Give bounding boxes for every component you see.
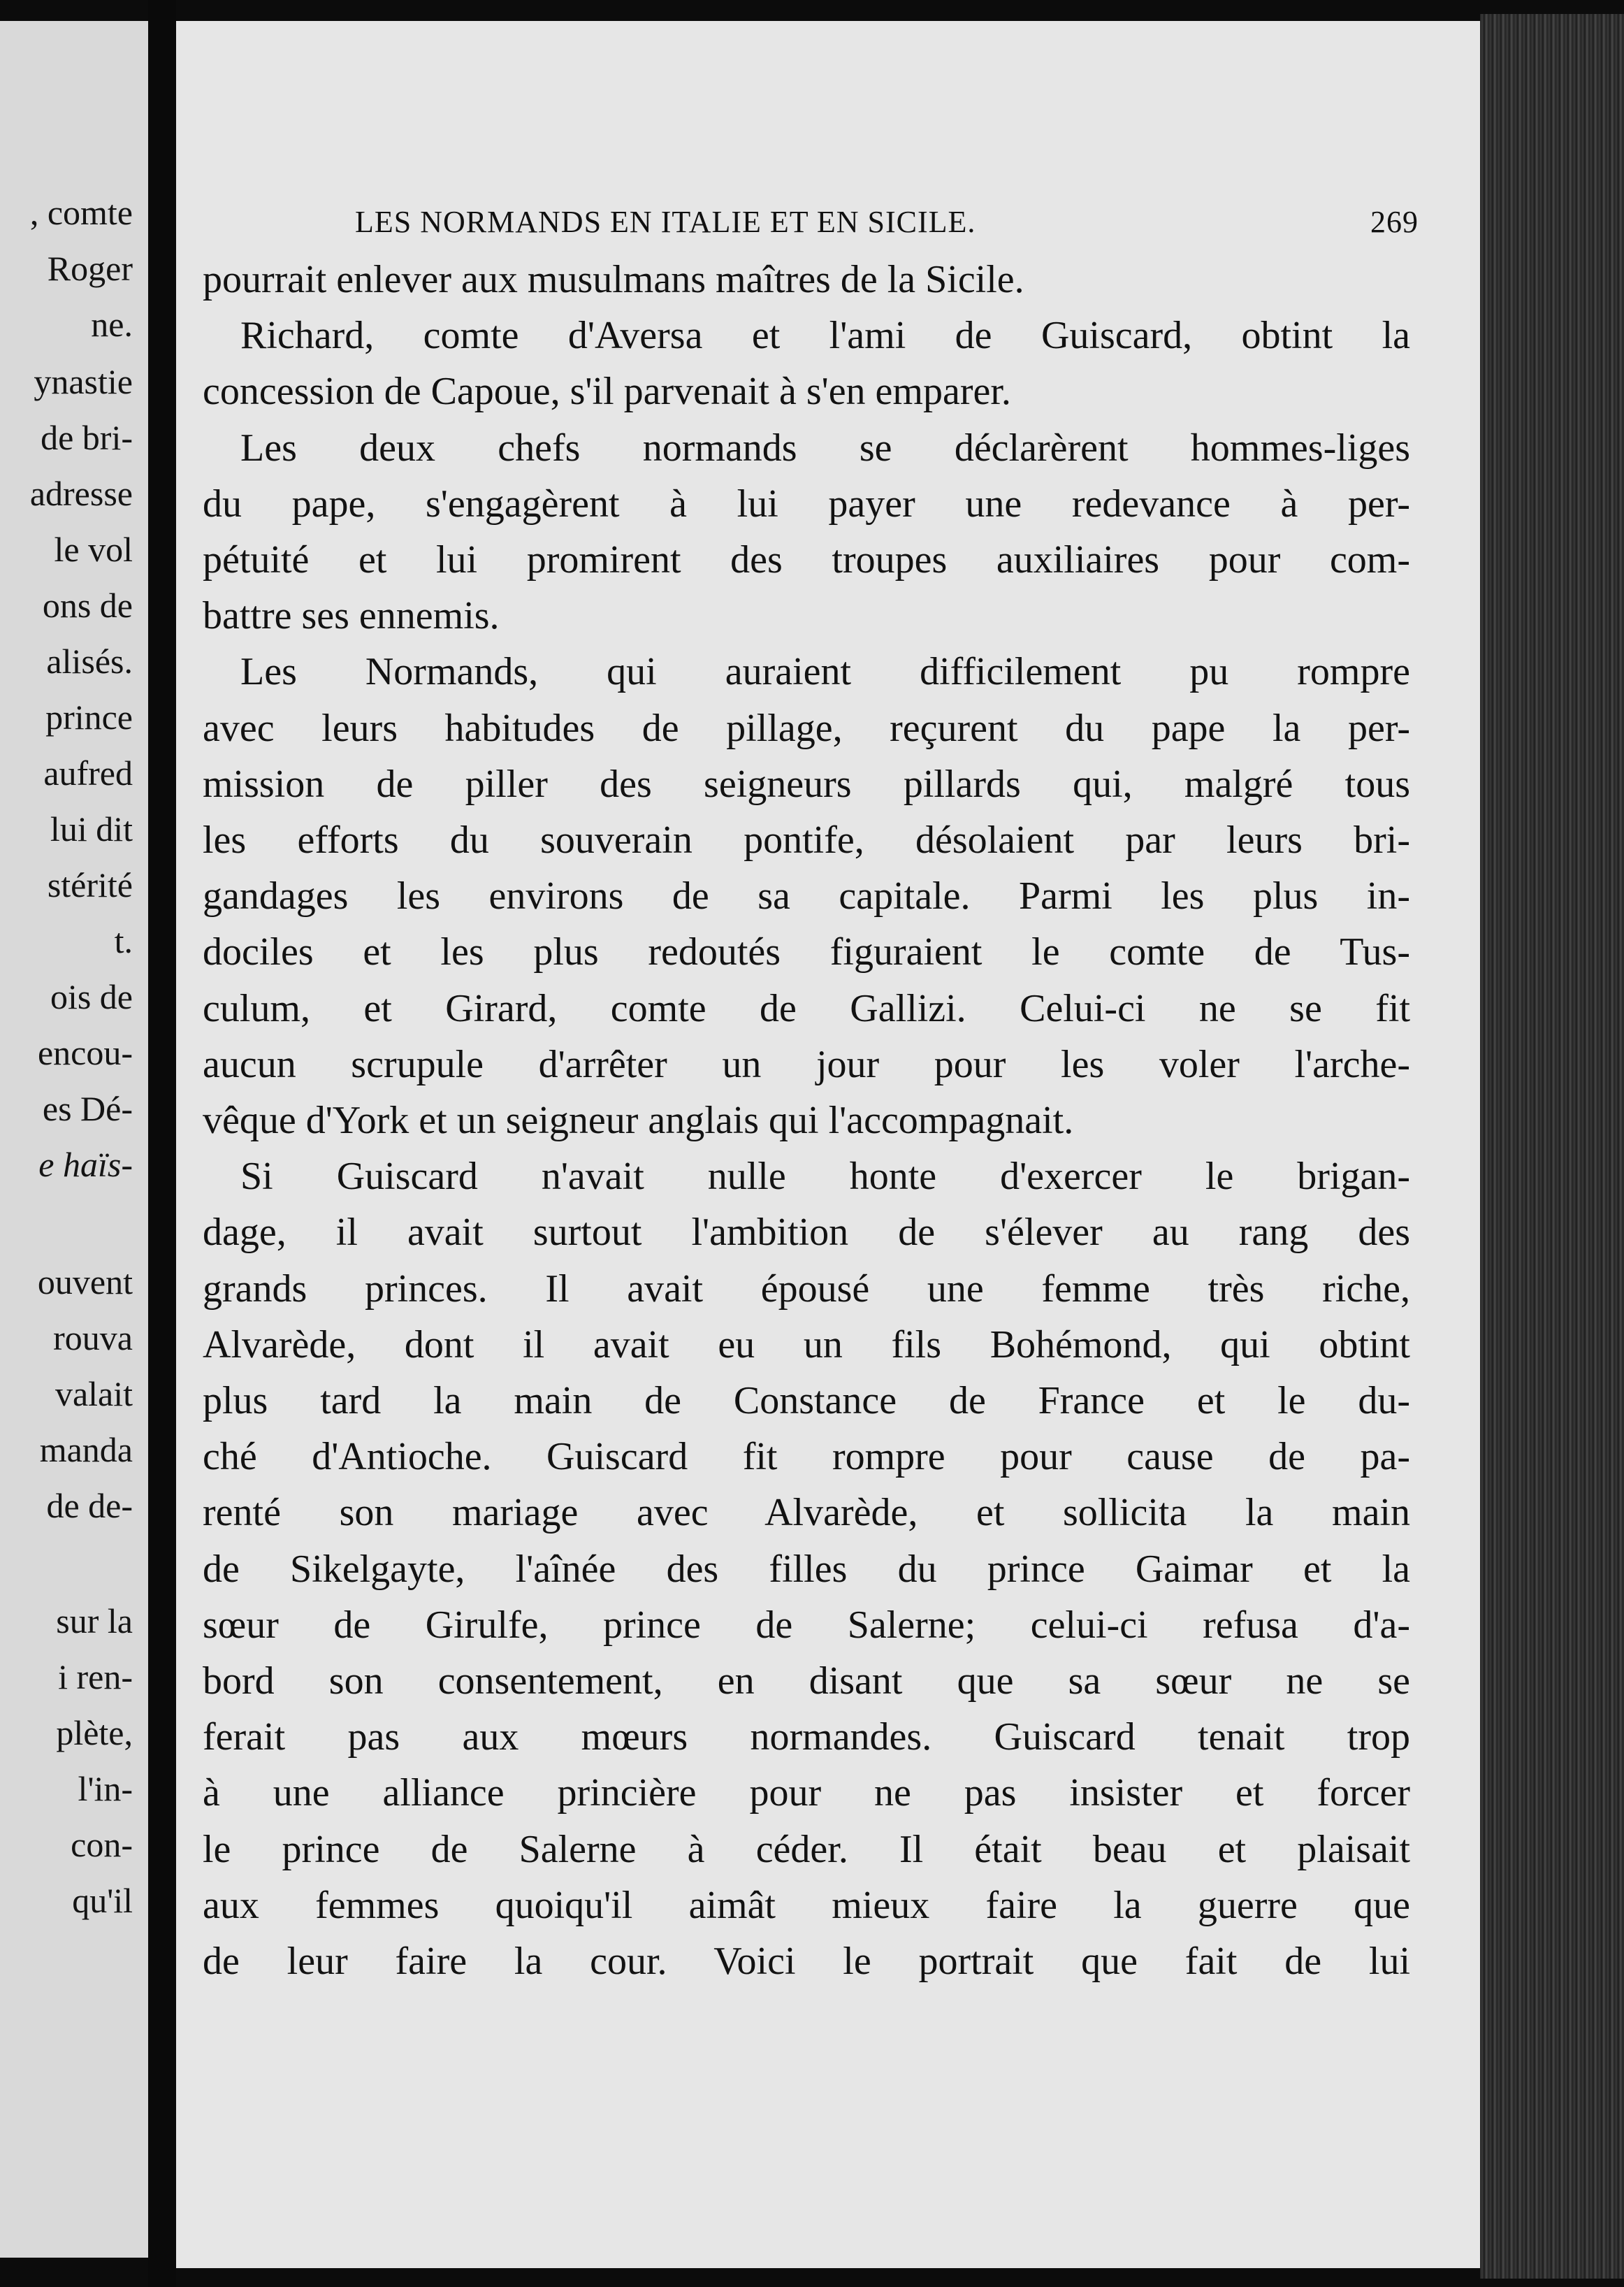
facing-page-fragment bbox=[0, 21, 148, 2258]
facing-page-line: Roger bbox=[47, 249, 133, 288]
facing-page-line: , comte bbox=[29, 193, 133, 232]
text-line: gandages les environs de sa capitale. Parmi les plus in- bbox=[203, 874, 1410, 918]
text-line: à une alliance princière pour ne pas insister et forcer bbox=[203, 1771, 1410, 1815]
facing-page-line: t. bbox=[114, 921, 133, 960]
text-line: Si Guiscard n'avait nulle honte d'exercer le brigan- bbox=[240, 1155, 1410, 1198]
text-line: Alvarède, dont il avait eu un fils Bohémond, qui obtint bbox=[203, 1323, 1410, 1366]
text-line: de leur faire la cour. Voici le portrait que fait de lui bbox=[203, 1940, 1410, 1983]
facing-page-line: adresse bbox=[29, 474, 133, 513]
text-line: pourrait enlever aux musulmans maîtres de la Sicile. bbox=[203, 258, 1024, 301]
facing-page-line: ois de bbox=[50, 977, 133, 1016]
text-line: du pape, s'engagèrent à lui payer une redevance à per- bbox=[203, 482, 1410, 526]
facing-page-line: alisés. bbox=[46, 642, 133, 681]
text-line: avec leurs habitudes de pillage, reçurent du pape la per- bbox=[203, 707, 1410, 750]
facing-page-line: valait bbox=[55, 1374, 133, 1413]
text-line: pétuité et lui promirent des troupes auxiliaires pour com- bbox=[203, 538, 1410, 582]
facing-page-line: con- bbox=[71, 1825, 133, 1864]
text-line: aucun scrupule d'arrêter un jour pour les voler l'arche- bbox=[203, 1043, 1410, 1086]
facing-page-line: rouva bbox=[53, 1318, 133, 1357]
facing-page-line: le vol bbox=[54, 530, 133, 569]
text-line: Les deux chefs normands se déclarèrent hommes-liges bbox=[240, 426, 1410, 470]
text-line: ché d'Antioche. Guiscard fit rompre pour cause de pa- bbox=[203, 1435, 1410, 1478]
facing-page-line: de bri- bbox=[41, 418, 133, 457]
facing-page-line: e haïs- bbox=[38, 1145, 133, 1184]
text-line: renté son mariage avec Alvarède, et sollicita la main bbox=[203, 1491, 1410, 1534]
facing-page-line: i ren- bbox=[58, 1657, 133, 1696]
facing-page-line: aufred bbox=[43, 753, 133, 793]
facing-page-line: manda bbox=[39, 1430, 133, 1469]
text-line: de Sikelgayte, l'aînée des filles du prince Gaimar et la bbox=[203, 1547, 1410, 1591]
book-page bbox=[176, 21, 1480, 2268]
running-head bbox=[355, 204, 1419, 253]
text-line: concession de Capoue, s'il parvenait à s'en emparer. bbox=[203, 370, 1011, 413]
facing-page-line: lui dit bbox=[50, 809, 133, 849]
book-gutter bbox=[148, 0, 176, 2287]
facing-page-line: sur la bbox=[56, 1601, 133, 1640]
facing-page-line: prince bbox=[45, 698, 133, 737]
running-title: LES NORMANDS EN ITALIE ET EN SICILE. bbox=[355, 205, 976, 239]
facing-page-line: l'in- bbox=[78, 1769, 133, 1808]
facing-page-line: ons de bbox=[42, 586, 133, 625]
facing-page-line: ynastie bbox=[34, 362, 133, 401]
facing-page-line: qu'il bbox=[72, 1881, 133, 1920]
text-line: mission de piller des seigneurs pillards qui, malgré tous bbox=[203, 763, 1410, 806]
text-line: bord son consentement, en disant que sa sœur ne se bbox=[203, 1659, 1410, 1703]
facing-page-line: de de- bbox=[46, 1486, 133, 1525]
text-line: aux femmes quoiqu'il aimât mieux faire la guerre que bbox=[203, 1884, 1410, 1927]
facing-page-line: ouvent bbox=[37, 1262, 133, 1301]
text-line: le prince de Salerne à céder. Il était beau et plaisait bbox=[203, 1828, 1410, 1871]
text-line: sœur de Girulfe, prince de Salerne; celui-ci refusa d'a- bbox=[203, 1603, 1410, 1647]
text-line: plus tard la main de Constance de France et le du- bbox=[203, 1379, 1410, 1422]
facing-page-line: plète, bbox=[56, 1713, 133, 1752]
text-line: culum, et Girard, comte de Gallizi. Celui-ci ne se fit bbox=[203, 987, 1410, 1030]
facing-page-line: es Dé- bbox=[42, 1089, 133, 1128]
text-line: grands princes. Il avait épousé une femme très riche, bbox=[203, 1267, 1410, 1311]
text-line: Les Normands, qui auraient difficilement pu rompre bbox=[240, 650, 1410, 693]
text-line: dociles et les plus redoutés figuraient le comte de Tus- bbox=[203, 930, 1410, 974]
facing-page-line: ne. bbox=[91, 305, 133, 344]
page-edges bbox=[1480, 14, 1624, 2279]
facing-page-line: stérité bbox=[47, 865, 133, 904]
text-line: Richard, comte d'Aversa et l'ami de Guiscard, obtint la bbox=[240, 314, 1410, 357]
facing-page-line: encou- bbox=[37, 1033, 133, 1072]
text-line: ferait pas aux mœurs normandes. Guiscard tenait trop bbox=[203, 1715, 1410, 1759]
text-line: vêque d'York et un seigneur anglais qui l'accompagnait. bbox=[203, 1099, 1074, 1142]
text-line: les efforts du souverain pontife, désolaient par leurs bri- bbox=[203, 818, 1410, 862]
page-number: 269 bbox=[1370, 205, 1419, 239]
text-line: dage, il avait surtout l'ambition de s'élever au rang des bbox=[203, 1211, 1410, 1254]
text-line: battre ses ennemis. bbox=[203, 594, 500, 637]
